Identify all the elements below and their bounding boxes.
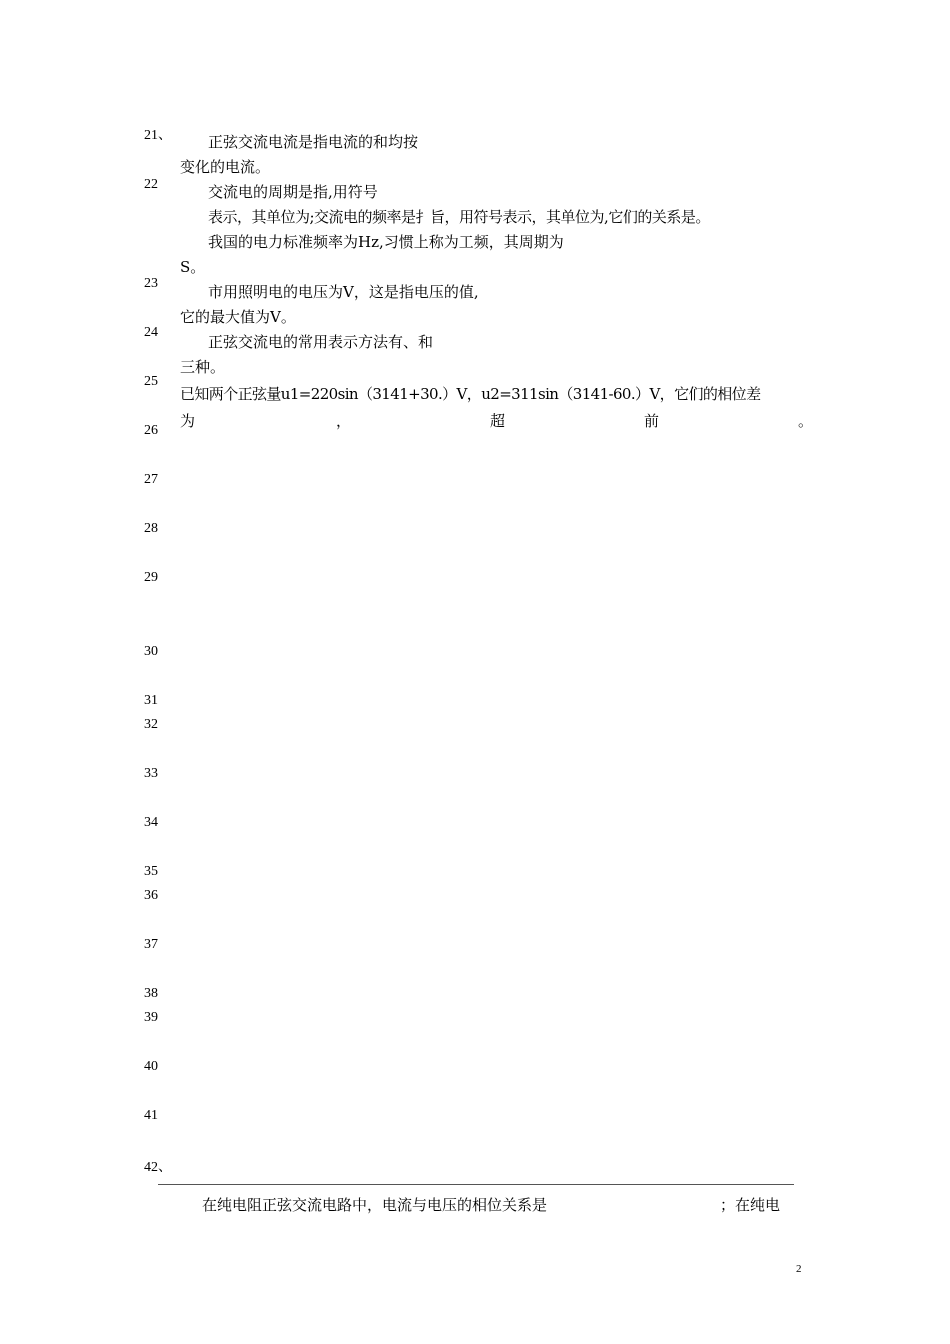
item-number: 41: [144, 1108, 158, 1123]
text-line: S。: [180, 258, 206, 276]
text-line: 三种。: [180, 358, 226, 376]
item-number: 39: [144, 1010, 158, 1025]
bottom-text-left: 在纯电阻正弦交流电路中，电流与电压的相位关系是: [202, 1196, 548, 1214]
text-line: 表示，其单位为;交流电的频率是扌旨，用符号表示，其单位为,它们的关系是。: [208, 208, 710, 226]
text-fragment: 超: [490, 412, 506, 430]
item-number: 23: [144, 276, 158, 291]
text-line: 变化的电流。: [180, 158, 271, 176]
item-number: 27: [144, 472, 158, 487]
item-number: 29: [144, 570, 158, 585]
item-number: 33: [144, 766, 158, 781]
item-number: 38: [144, 986, 158, 1001]
item-number: 42、: [144, 1160, 172, 1175]
text-fragment: 为: [180, 412, 196, 430]
text-line: 它的最大值为V。: [180, 308, 296, 326]
item-number: 30: [144, 644, 158, 659]
item-number: 25: [144, 374, 158, 389]
horizontal-rule: [158, 1184, 794, 1185]
item-number: 36: [144, 888, 158, 903]
item-number: 40: [144, 1059, 158, 1074]
item-number: 28: [144, 521, 158, 536]
item-number: 21、: [144, 128, 172, 143]
text-line: 我国的电力标准频率为Hz,习惯上称为工频，其周期为: [208, 233, 564, 251]
item-number: 35: [144, 864, 158, 879]
text-line: 正弦交流电流是指电流的和均按: [208, 133, 419, 151]
item-number: 32: [144, 717, 158, 732]
text-line: 已知两个正弦量u1=220sin（3141+30.）V，u2=311sin（3141-60.）V，它们的相位差: [180, 385, 761, 403]
text-line: 交流电的周期是指,用符号: [208, 183, 378, 201]
bottom-text-right: ；在纯电: [720, 1196, 781, 1214]
item-number: 31: [144, 693, 158, 708]
text-fragment: ，: [336, 412, 352, 430]
text-fragment: 。: [798, 412, 814, 430]
text-fragment: 前: [644, 412, 660, 430]
page-number: 2: [796, 1263, 802, 1275]
text-line: 市用照明电的电压为V，这是指电压的值,: [208, 283, 479, 301]
item-number: 37: [144, 937, 158, 952]
text-line: 正弦交流电的常用表示方法有、和: [208, 333, 434, 351]
item-number: 26: [144, 423, 158, 438]
item-number: 24: [144, 325, 158, 340]
item-number: 34: [144, 815, 158, 830]
item-number: 22: [144, 177, 158, 192]
